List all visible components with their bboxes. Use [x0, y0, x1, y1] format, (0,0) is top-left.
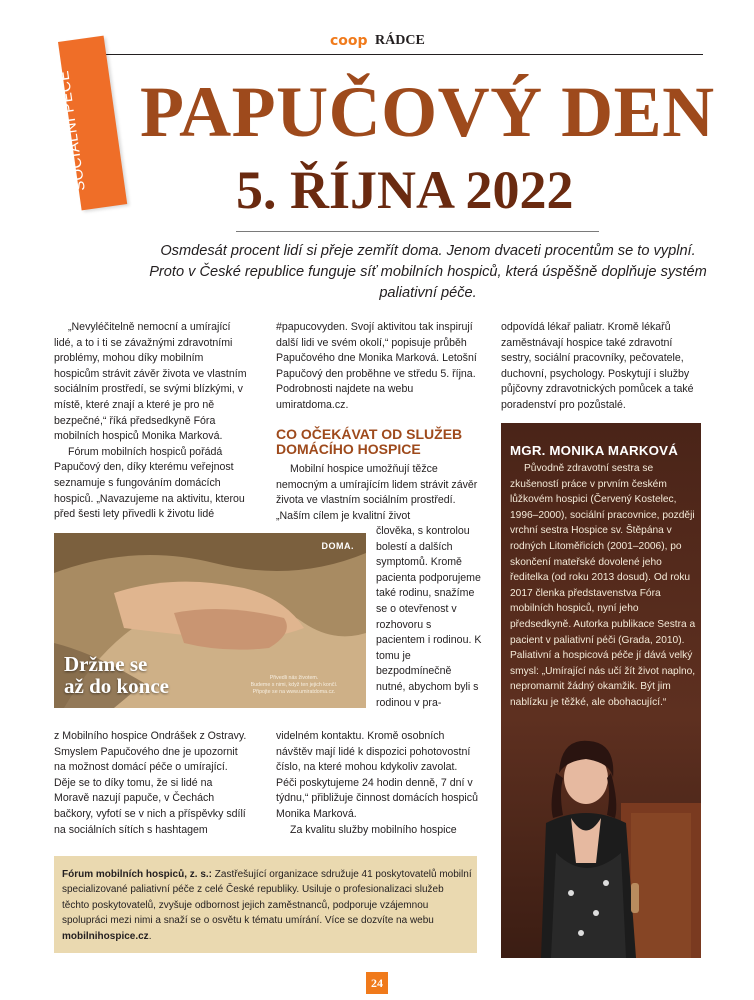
column-2-wrap	[376, 524, 482, 711]
title-rule	[236, 231, 599, 232]
column-1-bottom	[54, 729, 250, 838]
info-box-lead: Fórum mobilních hospiců, z. s.:	[62, 869, 213, 880]
body-paragraph: člověka, s kontrolou bolestí a dalších symptomů. Kromě pacienta podporujeme také rodinu, snažíme se o otevřenost v rozhovoru s pacientem i rodinou. K tomu je bezpodmínečně nutné, abychom byli s rodinou v pra-	[376, 525, 482, 709]
photo-caption	[229, 675, 359, 696]
body-paragraph: Za kvalitu služby mobilního hospice	[290, 823, 457, 836]
article-title: PAPUČOVÝ DEN	[140, 72, 715, 152]
profile-bio: Původně zdravotní sestra se zkušeností práce v prvním českém lůžkovém hospici (Červený Kostelec, 1996–2000), sociální pracovnice, později vrchní sestra Hospice sv. Štěpána v rodných Litoměřicích (2001–2006), po skončení mateřské dovolené jeho ředitelka (od roku 2013 dosud). Od roku 2017 členka představenstva Fóra mobilních hospiců, nyní jeho předsedkyně. Autorka publikace Sestra a pacient v paliativní péči (Grada, 2010). Paliativní a hospicová péče jí dává velký smysl: „Umírající nás učí žít život naplno, nepromarnit žádný okamžik. Být jim nablízku je těžké, ale obohacující.“	[510, 463, 696, 708]
body-paragraph: #papucovyden. Svojí aktivitou tak inspirují další lidi ve svém okolí,“ popisuje průběh Papučového dne Monika Marková. Letošní Papučový den proběhne ve středu 5. října. Podrobnosti najdete na webu umiratdoma.cz.	[276, 321, 477, 411]
column-2-top	[276, 320, 480, 414]
body-paragraph: odpovídá lékař paliatr. Kromě lékařů zaměstnávají hospice také zdravotní sestry, sociální pracovníky, pečovatele, duchovní, psychology. Poskytují i služby půjčovny zdravotnických pomůcek a také poradenství pro pozůstalé.	[501, 321, 694, 411]
photo-headline-line2: až do konce	[64, 674, 169, 698]
column-1-top	[54, 320, 250, 523]
header-rule	[65, 54, 703, 55]
photo-headline-line1: Držme se	[64, 652, 148, 676]
ribbon-label: SOCIÁLNÍ PÉČE	[55, 69, 89, 192]
info-box-body: Zastřešující organizace sdružuje 41 poskytovatelů mobilní specializované paliativní péče z celé České republiky. Usiluje o profesionalizaci služeb těchto poskytovatelů, zvyšuje odbornost jejich zaměstnanců, podporuje vzájemnou spolupráci mezi nimi a snaží se o osvětu k tématu umírání. Více se dozvíte na webu	[62, 869, 472, 927]
info-box-end: .	[148, 930, 152, 942]
photo-caption-line: Budeme s nimi, když ten jejich končí.	[250, 682, 338, 688]
column-2-middle	[276, 462, 480, 524]
photo-caption-line: Přivedli nás životem.	[269, 675, 319, 681]
photo-headline	[64, 653, 169, 697]
profile-name: MGR. MONIKA MARKOVÁ	[510, 443, 679, 458]
section-title: RÁDCE	[375, 33, 425, 48]
column-3-top	[501, 320, 703, 414]
article-lead: Osmdesát procent lidí si přeje zemřít doma. Jenom dvaceti procentům se to vyplní. Proto v České republice funguje síť mobilních hospiců, která úspěšně doplňuje systém paliativní péče.	[149, 243, 707, 301]
hands-photo	[54, 533, 366, 708]
body-paragraph: videlném kontaktu. Kromě osobních návštěv mají lidé k dispozici pohotovostní číslo, na které mohou kdykoliv zavolat. Péči poskytujeme 24 hodin denně, 7 dní v týdnu,“ přibližuje činnost domácích hospiců Monika Marková.	[276, 730, 478, 820]
page-number: 24	[366, 972, 388, 994]
photo-tag: DOMA.	[321, 541, 354, 551]
subheading: CO OČEKÁVAT OD SLUŽEB DOMÁCÍHO HOSPICE	[276, 426, 463, 457]
body-paragraph: „Nevyléčitelně nemocní a umírající lidé, a to i ti se závažnými zdravotními problémy, mohou díky mobilním hospicům strávit závěr života ve vlastním sociálním prostředí, se svými blízkými, v místě, které znají a které je pro ně bezpečné,“ říká předsedkyně Fóra mobilních hospiců Monika Marková.	[54, 321, 247, 443]
info-box-link[interactable]: mobilnihospice.cz	[62, 930, 149, 942]
column-2-bottom	[276, 729, 480, 838]
body-paragraph: z Mobilního hospice Ondrášek z Ostravy. Smyslem Papučového dne je upozornit na možnost domácí péče o umírající. Děje se to díky tomu, že si lidé na Moravě nazují papuče, v Čechách bačkory, vyfotí se v nich a příspěvky sdílí na sociálních sítích s hashtagem	[54, 730, 247, 836]
coop-logo: coop	[330, 33, 368, 49]
body-paragraph: Mobilní hospice umožňují těžce nemocným a umírajícím lidem strávit závěr života ve vlastním sociálním prostředí. „Naším cílem je kvalitní život	[276, 463, 478, 522]
body-paragraph: Fórum mobilních hospiců pořádá Papučový den, díky kterému veřejnost seznamuje s fungováním domácích hospiců. „Navazujeme na aktivitu, kterou před šesti lety přivedli k životu lidé	[54, 445, 245, 521]
photo-caption-line: Připojte se na www.umiratdoma.cz.	[252, 689, 336, 695]
info-box-text	[62, 867, 472, 944]
article-date-title: 5. ŘÍJNA 2022	[236, 160, 574, 220]
